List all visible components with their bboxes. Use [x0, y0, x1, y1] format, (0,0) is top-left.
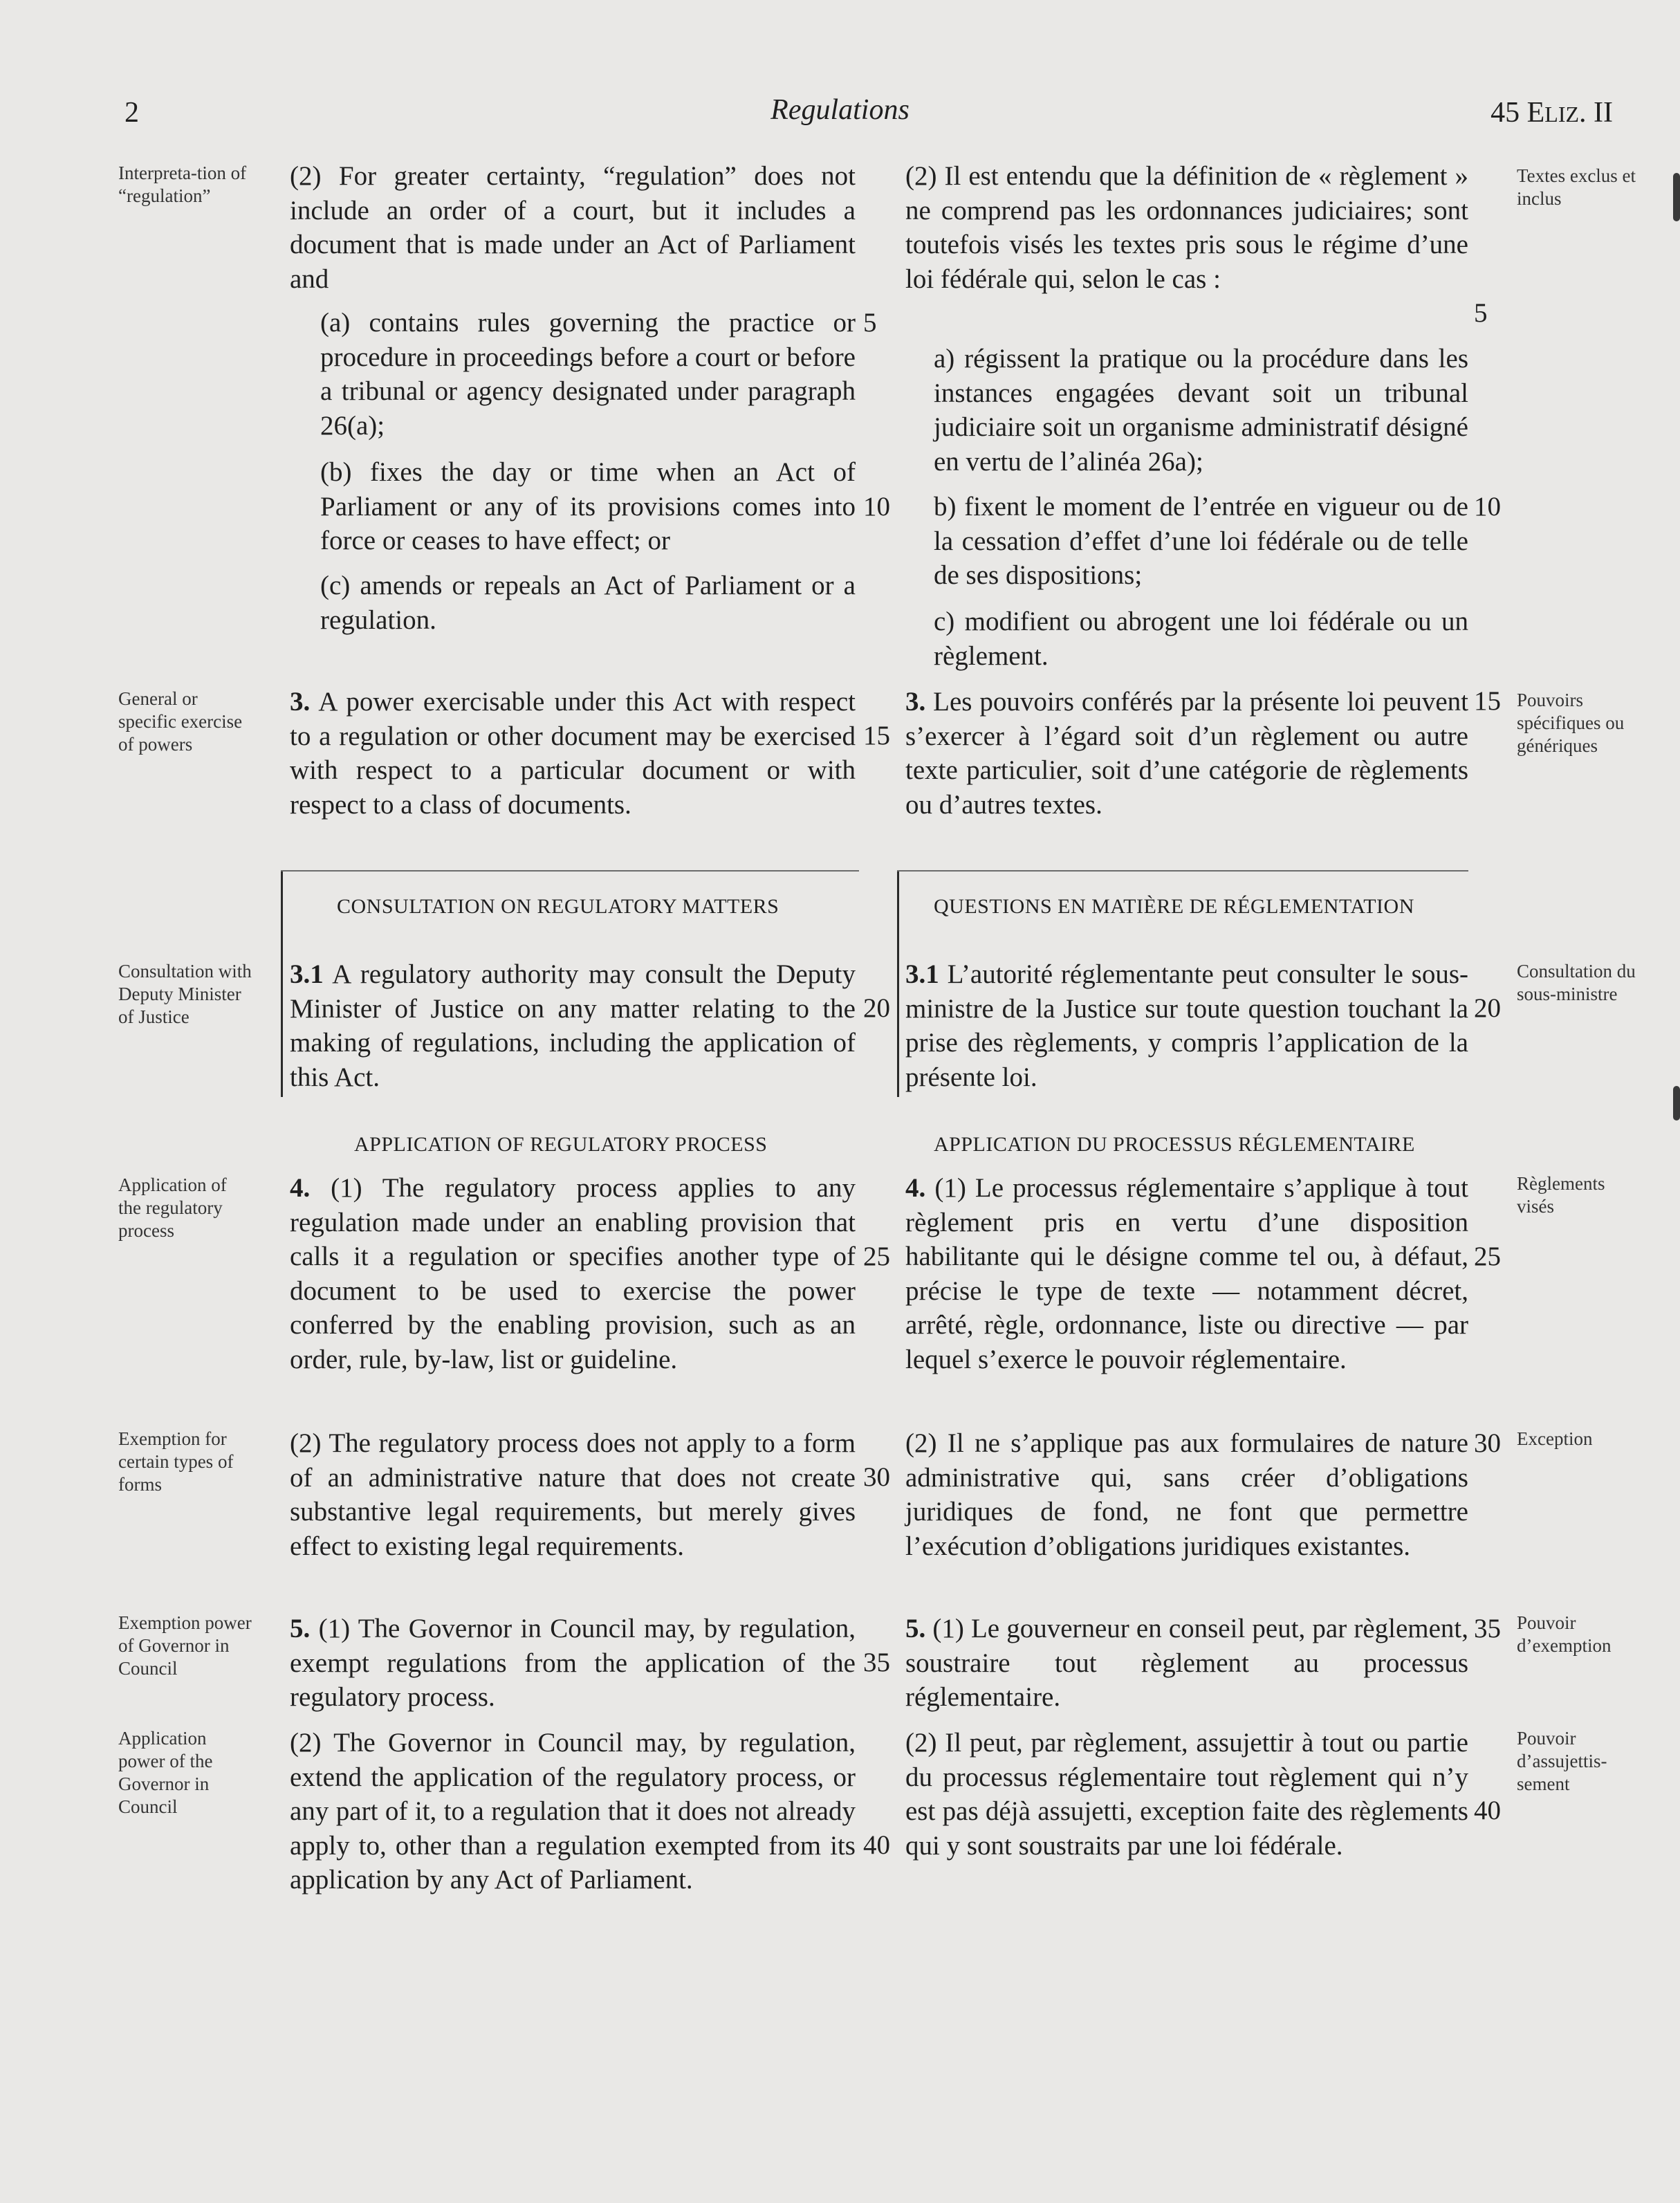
line-number-fr: 30	[1474, 1428, 1501, 1458]
line-number-fr: 25	[1474, 1242, 1501, 1271]
fr-subsection-5-2: (2) Il peut, par règlement, assujettir à tout ou partie du processus réglementaire tout règlement qui n’y est pas déjà assujetti, exception faite des règlements qui y sont soustraits par une loi fédérale.	[905, 1728, 1468, 1861]
fr-paragraph-c: c) modifient ou abrogent une loi fédérale ou un règlement.	[934, 607, 1468, 671]
amendment-bar-en	[281, 870, 283, 1097]
marginal-note-application-fr: Règlements visés	[1517, 1173, 1605, 1217]
marginal-note-consultation-en: Consultation with Deputy Minister of Justice	[118, 961, 252, 1027]
fr-paragraph-a: a) régissent la pratique ou la procédure dans les instances engagées devant soit un tribunal judiciaire soit un organisme administratif désigné en vertu de l’alinéa 26a);	[934, 344, 1468, 477]
marginal-note-general-specific-fr: Pouvoirs spécifiques ou génériques	[1517, 690, 1625, 756]
page-number: 2	[124, 97, 139, 129]
en-section-4-1: 4. (1) The regulatory process applies to any regulation made under an enabling provision that calls it a regulation or specifies another type of document to be used to exercise the power conferred by the enabling provision, such as an order, rule, by-law, list or guideline.	[290, 1173, 856, 1374]
marginal-note-application-en: Application of the regulatory process	[118, 1174, 227, 1241]
line-number-en: 30	[863, 1462, 890, 1492]
line-number-en: 35	[863, 1648, 890, 1677]
fr-section-3-1: 3.1 L’autorité réglementante peut consulter le sous-ministre de la Justice sur toute question touchant la prise des règlements, y compris l’application de la présente loi.	[905, 959, 1468, 1092]
line-number-fr: 40	[1474, 1796, 1501, 1825]
en-subsection-2-2: (2) For greater certainty, “regulation” does not include an order of a court, but it includes a document that is made under an Act of Parliament and	[290, 161, 856, 294]
binding-mark	[1673, 173, 1680, 221]
en-paragraph-a: (a) contains rules governing the practice or procedure in proceedings before a court or before a tribunal or agency designated under paragraph 26(a);	[320, 308, 856, 441]
fr-heading-consultation: QUESTIONS EN MATIÈRE DE RÉGLEMENTATION	[934, 895, 1414, 918]
line-number-fr: 15	[1474, 686, 1501, 716]
regnal-year: 45 ELIZ. II	[1490, 97, 1613, 129]
marginal-note-consultation-fr: Consultation du sous-ministre	[1517, 961, 1636, 1004]
line-number-fr: 35	[1474, 1614, 1501, 1643]
fr-section-4-1: 4. (1) Le processus réglementaire s’applique à tout règlement pris en vertu d’une disposition habilitante qui le désigne comme tel ou, à défaut, précise le type de texte — notamment décret, arrêté, règle, ordonnance, liste ou directive — par lequel s’exerce le pouvoir réglementaire.	[905, 1173, 1468, 1374]
fr-section-3: 3. Les pouvoirs conférés par la présente loi peuvent s’exercer à l’égard soit d’un règlement ou autre texte particulier, soit d’une catégorie de règlements ou d’autres textes.	[905, 687, 1468, 820]
marginal-note-interpretation-fr: Textes exclus et inclus	[1517, 165, 1636, 209]
marginal-note-exemption-power-fr: Pouvoir d’exemption	[1517, 1612, 1612, 1656]
fr-subsection-4-2: (2) Il ne s’applique pas aux formulaires de nature administrative qui, sans créer d’obligations juridiques de fond, ne font que permettre l’exécution d’obligations juridiques existantes.	[905, 1428, 1468, 1561]
marginal-note-application-power-fr: Pouvoir d’assujettis-sement	[1517, 1728, 1607, 1794]
section-divider-en	[281, 870, 859, 872]
line-number-en: 20	[863, 993, 890, 1023]
marginal-note-general-specific-en: General or specific exercise of powers	[118, 688, 243, 755]
running-title: Regulations	[770, 94, 910, 126]
fr-section-5-1: 5. (1) Le gouverneur en conseil peut, par règlement, soustraire tout règlement au processus réglementaire.	[905, 1614, 1468, 1712]
line-number-fr: 20	[1474, 993, 1501, 1023]
marginal-note-exemption-power-en: Exemption power of Governor in Council	[118, 1612, 252, 1679]
marginal-note-interpretation-en: Interpreta-tion of “regulation”	[118, 163, 247, 206]
binding-mark	[1673, 1086, 1680, 1121]
line-number-en: 15	[863, 721, 890, 750]
fr-paragraph-b: b) fixent le moment de l’entrée en vigueur ou de la cessation d’effet d’une loi fédérale ou de telle de ses dispositions;	[934, 492, 1468, 590]
en-section-3: 3. A power exercisable under this Act with respect to a regulation or other document may be exercised with respect to a particular document or with respect to a class of documents.	[290, 687, 856, 820]
section-divider-fr	[897, 870, 1468, 872]
marginal-note-application-power-en: Application power of the Governor in Council	[118, 1728, 213, 1817]
en-paragraph-c: (c) amends or repeals an Act of Parliament or a regulation.	[320, 571, 856, 635]
fr-subsection-2-2: (2) Il est entendu que la définition de « règlement » ne comprend pas les ordonnances judiciaires; sont toutefois visés les textes pris sous le régime d’une loi fédérale qui, selon le cas :	[905, 161, 1468, 294]
line-number-fr: 10	[1474, 492, 1501, 522]
line-number-en: 10	[863, 492, 890, 522]
marginal-note-exemption-forms-fr: Exception	[1517, 1428, 1593, 1449]
amendment-bar-fr	[897, 870, 899, 1097]
en-subsection-5-2: (2) The Governor in Council may, by regulation, extend the application of the regulatory process, or any part of it, to a regulation that it does not already apply to, other than a regulation exempted from its application by any Act of Parliament.	[290, 1728, 856, 1895]
marginal-note-exemption-forms-en: Exemption for certain types of forms	[118, 1428, 234, 1495]
line-number-en: 5	[863, 308, 877, 338]
line-number-en: 40	[863, 1830, 890, 1860]
en-heading-application: APPLICATION OF REGULATORY PROCESS	[354, 1133, 768, 1156]
en-subsection-4-2: (2) The regulatory process does not apply to a form of an administrative nature that does not create substantive legal requirements, but merely gives effect to existing legal requirements.	[290, 1428, 856, 1561]
line-number-en: 25	[863, 1242, 890, 1271]
en-paragraph-b: (b) fixes the day or time when an Act of Parliament or any of its provisions comes into force or ceases to have effect; or	[320, 457, 856, 555]
en-section-3-1: 3.1 A regulatory authority may consult the Deputy Minister of Justice on any matter relating to the making of regulations, including the application of this Act.	[290, 959, 856, 1092]
en-heading-consultation: CONSULTATION ON REGULATORY MATTERS	[337, 895, 779, 918]
fr-heading-application: APPLICATION DU PROCESSUS RÉGLEMENTAIRE	[934, 1133, 1415, 1156]
line-number-fr: 5	[1474, 298, 1488, 328]
en-section-5-1: 5. (1) The Governor in Council may, by regulation, exempt regulations from the application of the regulatory process.	[290, 1614, 856, 1712]
